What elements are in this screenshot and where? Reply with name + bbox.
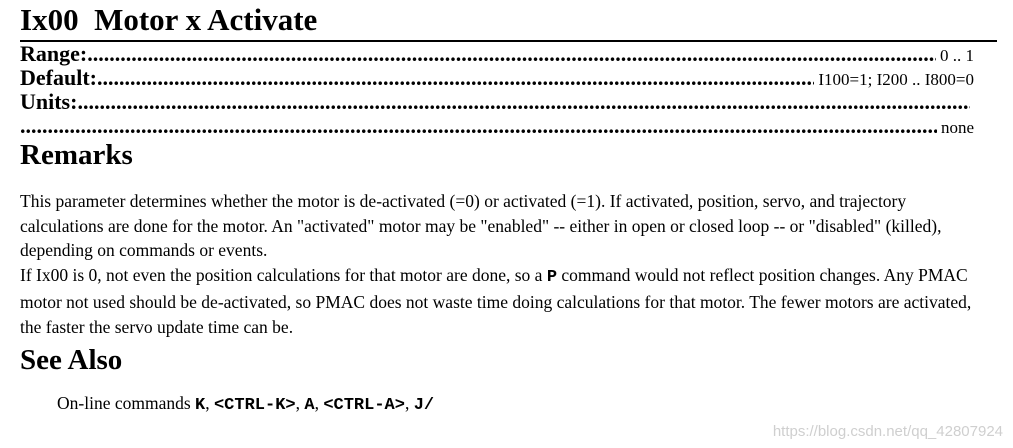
document-page [20,0,974,418]
see-also-prefix: On-line commands [57,393,196,413]
separator: , [295,393,305,413]
see-also-body [20,391,974,418]
command-code: A [304,396,315,415]
param-value: 0 .. 1 [940,46,974,65]
page-title: Ix00 Motor x Activate [20,2,318,37]
param-label: Default: [20,66,97,90]
param-row-units-value [20,114,974,138]
see-also-heading: See Also [20,344,123,376]
watermark: https://blog.csdn.net/qq_42807924 [772,423,1003,440]
command-code: J/ [413,396,435,415]
param-label: Range: [20,42,88,66]
remarks-heading: Remarks [20,139,133,171]
separator: , [314,393,324,413]
paragraph-text: command would not reflect position changes. Any PMAC motor not used should be de-activated, so PMAC does not waste time doing calculations for that motor. The fewer motors are activated, the faster the servo update time can be. [20,264,972,337]
dot-leader [20,114,937,138]
remarks-body [20,189,974,339]
dot-leader [97,66,814,90]
param-row-units [20,90,974,114]
param-row-range [20,42,974,66]
separator: , [404,393,414,413]
parameter-block [20,42,974,138]
command-code: <CTRL-K> [213,396,296,415]
paragraph-text: If Ix00 is 0, not even the position calculations for that motor are done, so a [20,264,547,285]
remarks-paragraph-2 [20,263,974,340]
command-code: K [195,396,206,415]
param-label: Units: [20,90,78,114]
command-code: <CTRL-A> [323,396,405,415]
command-code: P [546,267,558,287]
param-value: I100=1; I200 .. I800=0 [818,70,974,89]
separator: , [205,393,214,413]
dot-leader [87,42,936,66]
dot-leader [77,90,970,114]
param-value: none [940,118,974,137]
param-row-default [20,66,974,90]
remarks-paragraph-1: This parameter determines whether the motor is de-activated (=0) or activated (=1). If activated, position, servo, and trajectory calculations are done for the motor. An "activated" motor may be "enabled" -- either in open or closed loop -- or "disabled" (killed), depending on commands or events. [20,191,942,260]
